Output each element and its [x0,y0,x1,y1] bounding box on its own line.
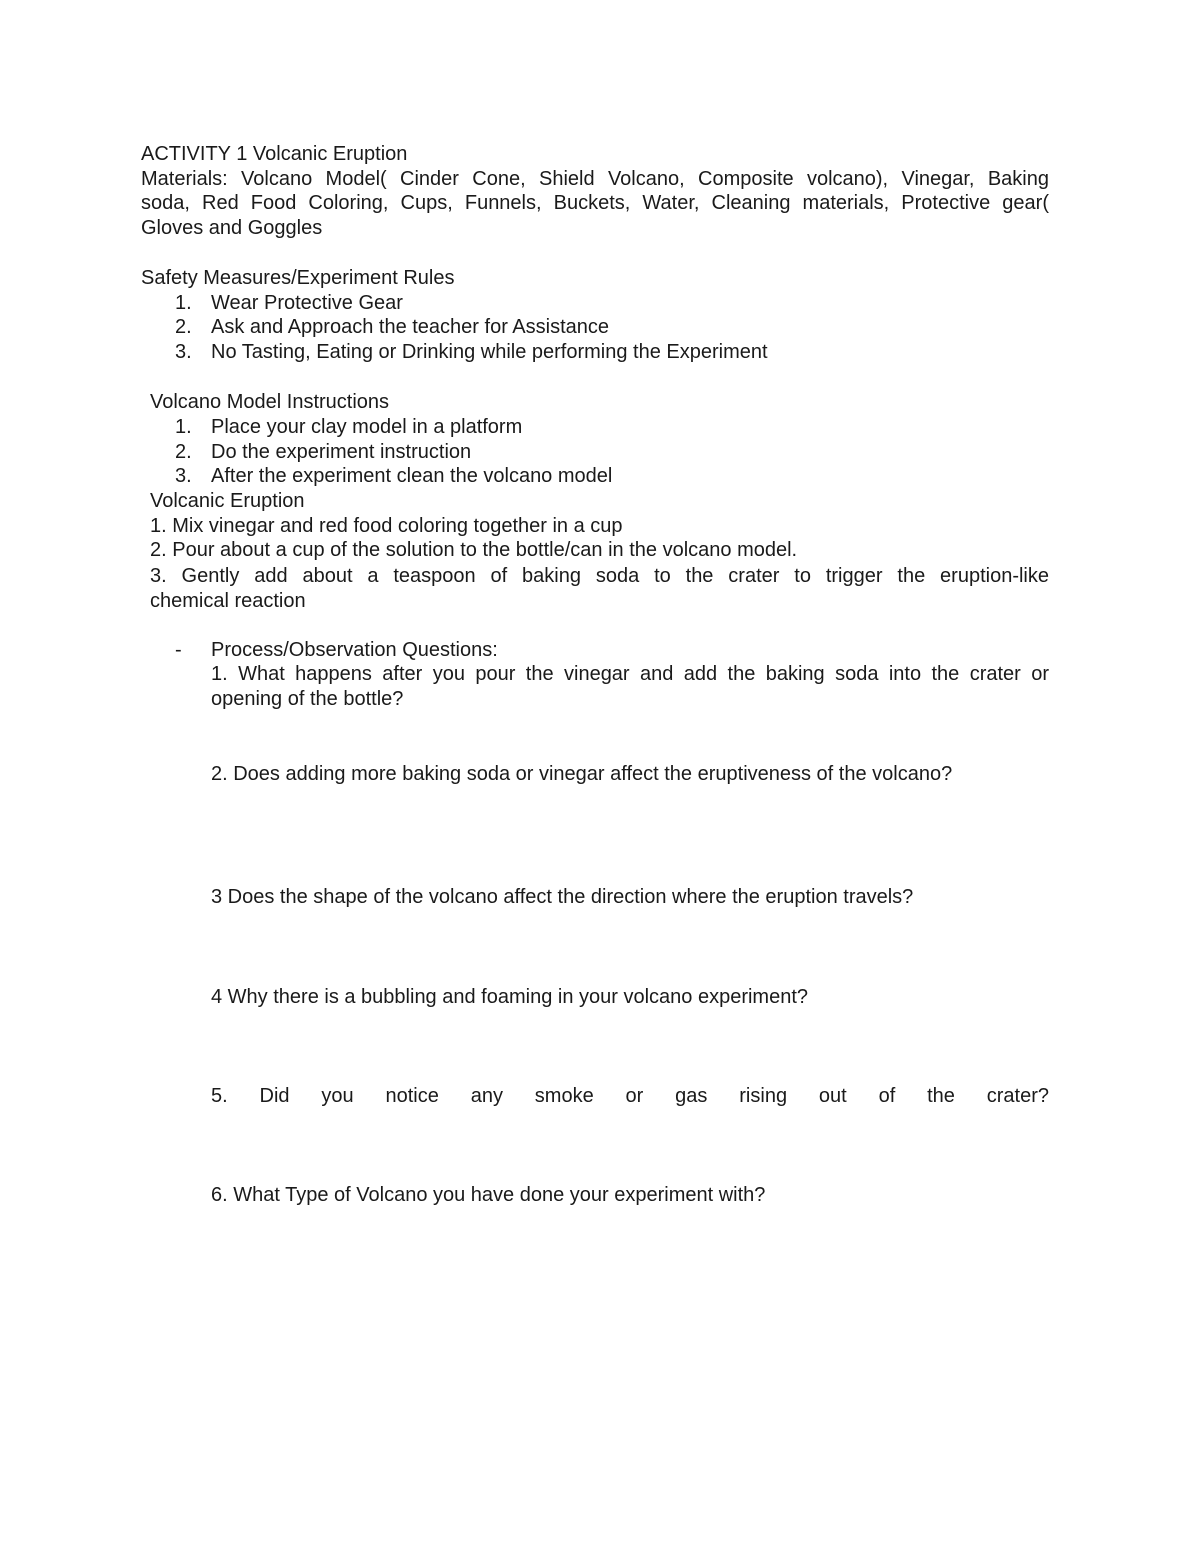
eruption-step-2: 2. Pour about a cup of the solution to the bottle/can in the volcano model. [150,539,798,561]
question-5: 5. Did you notice any smoke or gas rising out of the crater? [211,1085,1049,1107]
safety-heading: Safety Measures/Experiment Rules [141,267,455,289]
eruption-step-3-line-1: 3. Gently add about a teaspoon of baking soda to the crater to trigger the eruption-like [150,565,1049,587]
model-item-3-number: 3. [175,465,192,487]
model-item-3: After the experiment clean the volcano model [211,465,613,487]
question-3: 3 Does the shape of the volcano affect the direction where the eruption travels? [211,886,914,908]
safety-item-3: No Tasting, Eating or Drinking while performing the Experiment [211,341,768,363]
eruption-step-3-line-2: chemical reaction [150,590,306,612]
model-heading: Volcano Model Instructions [150,391,390,413]
questions-bullet: - [175,639,182,661]
question-1-line-2: opening of the bottle? [211,688,404,710]
question-4: 4 Why there is a bubbling and foaming in your volcano experiment? [211,986,809,1008]
model-item-2: Do the experiment instruction [211,441,472,463]
eruption-heading: Volcanic Eruption [150,490,305,512]
safety-item-3-number: 3. [175,341,192,363]
safety-item-1: Wear Protective Gear [211,292,403,314]
materials-line-1: Materials: Volcano Model( Cinder Cone, Shield Volcano, Composite volcano), Vinegar, Baking [141,168,1049,190]
materials-line-3: Gloves and Goggles [141,217,323,239]
activity-title: ACTIVITY 1 Volcanic Eruption [141,143,408,165]
questions-heading: Process/Observation Questions: [211,639,498,661]
safety-item-2: Ask and Approach the teacher for Assistance [211,316,610,338]
eruption-step-1: 1. Mix vinegar and red food coloring together in a cup [150,515,623,537]
question-2: 2. Does adding more baking soda or vinegar affect the eruptiveness of the volcano? [211,763,953,785]
model-item-1-number: 1. [175,416,192,438]
safety-item-1-number: 1. [175,292,192,314]
question-6: 6. What Type of Volcano you have done your experiment with? [211,1184,766,1206]
model-item-2-number: 2. [175,441,192,463]
safety-item-2-number: 2. [175,316,192,338]
model-item-1: Place your clay model in a platform [211,416,523,438]
materials-line-2: soda, Red Food Coloring, Cups, Funnels, Buckets, Water, Cleaning materials, Protective gear( [141,192,1049,214]
question-1-line-1: 1. What happens after you pour the vinegar and add the baking soda into the crater or [211,663,1049,685]
